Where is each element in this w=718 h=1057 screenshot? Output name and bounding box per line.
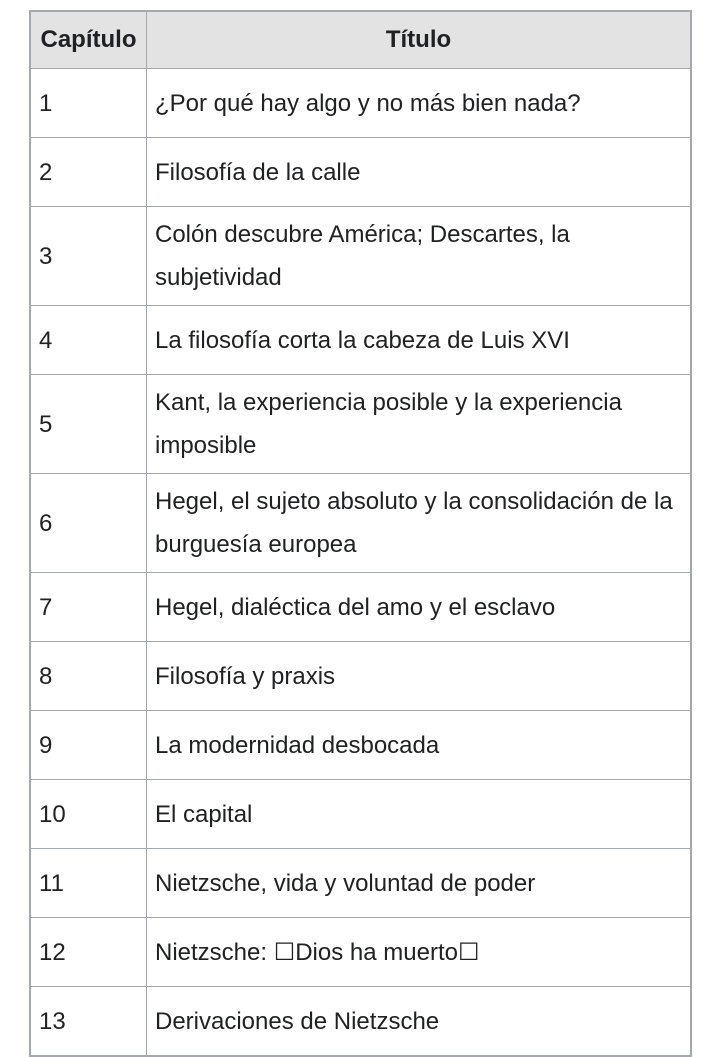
chapter-number: 11	[30, 849, 147, 918]
chapter-number: 5	[30, 375, 147, 474]
column-header-chapter: Capítulo	[30, 11, 147, 69]
table-row	[30, 849, 691, 918]
table-row	[30, 987, 691, 1057]
chapter-title: Filosofía y praxis	[147, 642, 692, 711]
table-row	[30, 573, 691, 642]
table-row	[30, 780, 691, 849]
table-row	[30, 918, 691, 987]
chapter-title: El capital	[147, 780, 692, 849]
chapter-number: 3	[30, 207, 147, 306]
chapter-number: 10	[30, 780, 147, 849]
table-row	[30, 207, 691, 306]
chapter-title: La filosofía corta la cabeza de Luis XVI	[147, 306, 692, 375]
chapter-title: Filosofía de la calle	[147, 138, 692, 207]
chapter-number: 9	[30, 711, 147, 780]
chapter-number: 7	[30, 573, 147, 642]
table-row	[30, 375, 691, 474]
chapter-number: 1	[30, 69, 147, 138]
chapter-number: 4	[30, 306, 147, 375]
chapter-title: Hegel, dialéctica del amo y el esclavo	[147, 573, 692, 642]
chapter-title: Colón descubre América; Descartes, la subjetividad	[147, 207, 692, 306]
table-header-row	[30, 11, 691, 69]
chapter-title: Derivaciones de Nietzsche	[147, 987, 692, 1057]
table-row	[30, 69, 691, 138]
chapter-title: Kant, la experiencia posible y la experiencia imposible	[147, 375, 692, 474]
table-row	[30, 138, 691, 207]
chapter-number: 13	[30, 987, 147, 1057]
chapters-table	[29, 10, 692, 1057]
column-header-title: Título	[147, 11, 692, 69]
table-row	[30, 711, 691, 780]
table-row	[30, 474, 691, 573]
chapter-title: ¿Por qué hay algo y no más bien nada?	[147, 69, 692, 138]
chapter-title: Hegel, el sujeto absoluto y la consolidación de la burguesía europea	[147, 474, 692, 573]
table-row	[30, 642, 691, 711]
chapter-number: 6	[30, 474, 147, 573]
chapter-title: Nietzsche, vida y voluntad de poder	[147, 849, 692, 918]
chapter-title: Nietzsche: ☐Dios ha muerto☐	[147, 918, 692, 987]
chapter-title: La modernidad desbocada	[147, 711, 692, 780]
chapter-number: 8	[30, 642, 147, 711]
table-row	[30, 306, 691, 375]
chapter-number: 12	[30, 918, 147, 987]
chapter-number: 2	[30, 138, 147, 207]
